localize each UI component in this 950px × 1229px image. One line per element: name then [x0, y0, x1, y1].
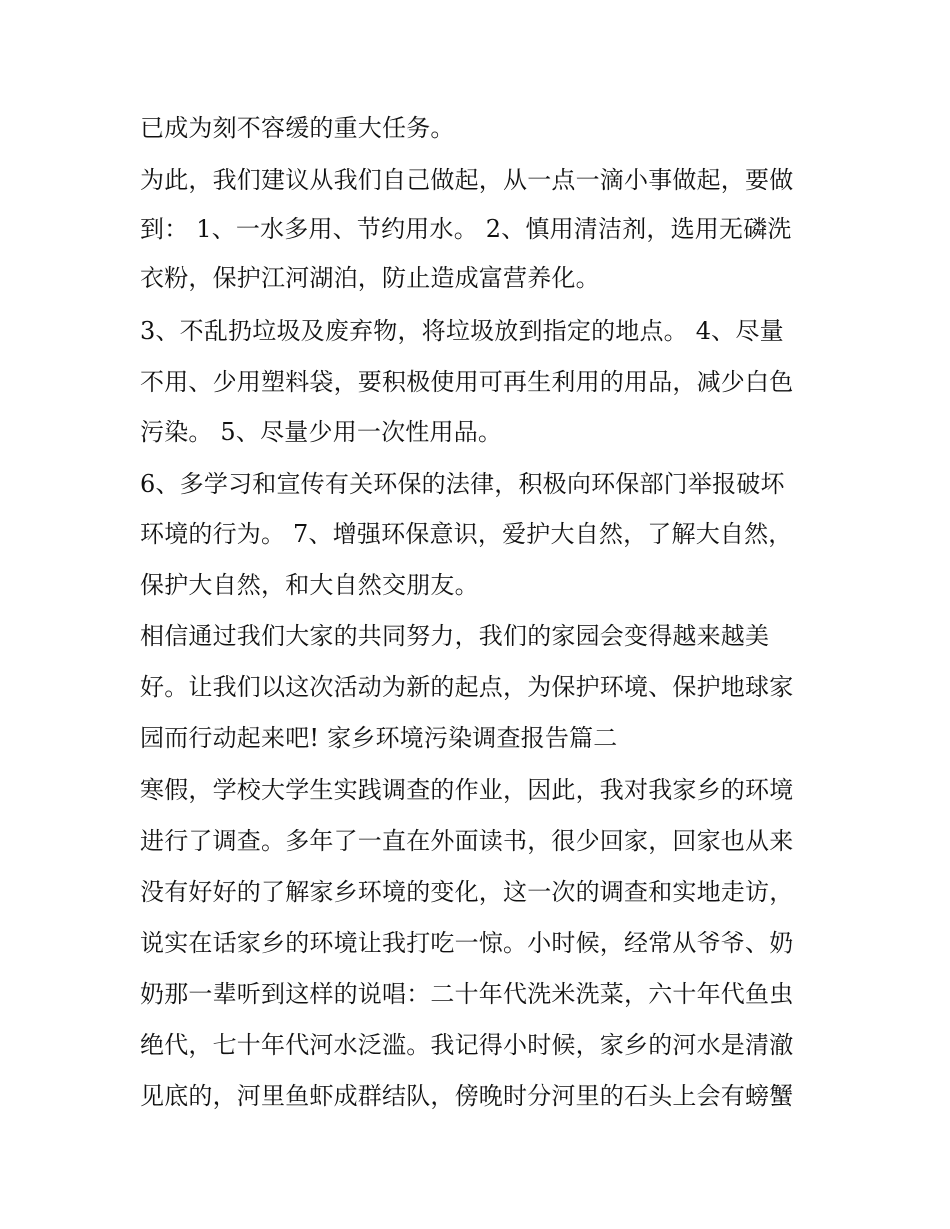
- text-line: 寒假，学校大学生实践调查的作业，因此，我对我家乡的环境: [140, 776, 794, 804]
- text-line: 绝代，七十年代河水泛滥。我记得小时候，家乡的河水是清澈: [140, 1031, 794, 1059]
- text-line: 到： 1、一水多用、节约用水。 2、慎用清洁剂，选用无磷洗: [140, 215, 792, 243]
- text-line: 为此，我们建议从我们自己做起，从一点一滴小事做起，要做: [140, 166, 794, 194]
- text-line: 见底的，河里鱼虾成群结队，傍晚时分河里的石头上会有螃蟹: [140, 1082, 794, 1110]
- text-line: 园而行动起来吧! 家乡环境污染调查报告篇二: [140, 724, 618, 752]
- text-line: 6、多学习和宣传有关环保的法律，积极向环保部门举报破坏: [140, 470, 785, 498]
- text-line: 不用、少用塑料袋，要积极使用可再生利用的用品，减少白色: [140, 368, 794, 396]
- text-line: 3、不乱扔垃圾及废弃物，将垃圾放到指定的地点。 4、尽量: [140, 317, 784, 345]
- text-line: 衣粉，保护江河湖泊，防止造成富营养化。: [140, 264, 600, 292]
- text-line: 相信通过我们大家的共同努力，我们的家园会变得越来越美: [140, 622, 770, 650]
- text-line: 已成为刻不容缓的重大任务。: [140, 114, 455, 142]
- text-line: 奶那一辈听到这样的说唱：二十年代洗米洗菜，六十年代鱼虫: [140, 980, 794, 1008]
- text-line: 说实在话家乡的环境让我打吃一惊。小时候，经常从爷爷、奶: [140, 929, 794, 957]
- text-line: 好。让我们以这次活动为新的起点，为保护环境、保护地球家: [140, 673, 794, 701]
- text-line: 环境的行为。 7、增强环保意识，爱护大自然，了解大自然，: [140, 520, 793, 548]
- text-line: 进行了调查。多年了一直在外面读书，很少回家，回家也从来: [140, 827, 794, 855]
- text-line: 污染。 5、尽量少用一次性用品。: [140, 418, 503, 446]
- text-line: 没有好好的了解家乡环境的变化，这一次的调查和实地走访，: [140, 878, 794, 906]
- text-line: 保护大自然，和大自然交朋友。: [140, 571, 479, 599]
